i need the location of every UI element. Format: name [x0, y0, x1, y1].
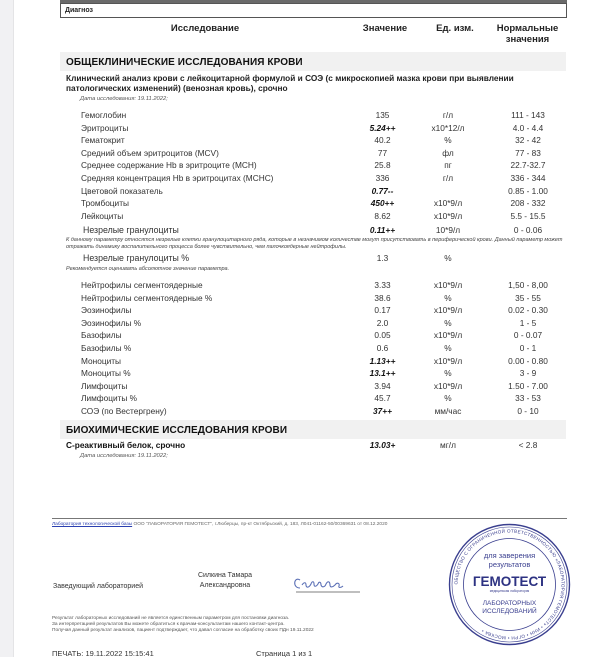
result-unit: 10*9/л: [435, 225, 461, 235]
result-norm: 0 - 0.07: [513, 330, 543, 341]
result-name: Эозинофилы %: [81, 317, 142, 328]
page-number: Страница 1 из 1: [256, 649, 313, 657]
result-name: Эритроциты: [81, 122, 129, 133]
result-unit: x10*9/л: [433, 380, 463, 391]
result-name: Гемоглобин: [81, 110, 127, 120]
result-unit: %: [444, 317, 452, 328]
result-value: 0.6: [376, 343, 389, 353]
section-title-cbc: ОБЩЕКЛИНИЧЕСКИЕ ИССЛЕДОВАНИЯ КРОВИ: [60, 52, 566, 71]
signature-icon: [290, 570, 370, 596]
result-name: Лимфоциты: [81, 380, 128, 391]
result-name: Среднее содержание Hb в эритроците (MCH): [81, 160, 257, 171]
result-value: 3.33: [374, 280, 391, 290]
result-row: [0, 330, 600, 342]
result-name: Моноциты: [81, 355, 121, 366]
result-unit: %: [444, 343, 452, 353]
result-name: Базофилы: [81, 330, 122, 341]
result-row: [0, 110, 600, 122]
result-row: [0, 280, 600, 292]
stamp-line1: для заверения: [483, 551, 536, 560]
result-value: 45.7: [374, 393, 391, 404]
result-unit: x10*9/л: [433, 305, 463, 316]
result-row: [0, 356, 600, 368]
signer-name-line2: Александровна: [199, 582, 251, 589]
result-norm: 111 - 143: [511, 110, 545, 120]
result-norm: 0 - 0.06: [513, 225, 543, 235]
footer-divider: [52, 518, 567, 519]
result-value: 13.1++: [369, 368, 396, 379]
result-value: 2.0: [376, 317, 389, 328]
result-name: С-реактивный белок, срочно: [66, 440, 186, 450]
result-row-immature-granulocytes-pct: [0, 253, 600, 265]
disclaimer-line2: За интерпретацией результатов Вы можете обратиться к врачам-консультантам нашего контакт-центра.: [52, 622, 285, 627]
result-unit: x10*9/л: [433, 198, 463, 209]
result-row: [0, 135, 600, 147]
stamp-line2: результатов: [488, 560, 531, 569]
result-norm: 33 - 53: [515, 393, 541, 404]
result-row-crp: [0, 440, 600, 452]
result-unit: мм/час: [434, 406, 462, 416]
result-unit: %: [444, 135, 452, 146]
result-value: 25.8: [374, 160, 391, 171]
result-name: СОЭ (по Вестергрену): [81, 406, 167, 416]
result-row: [0, 186, 600, 198]
result-name: Средняя концентрация Hb в эритроцитах (MCHC): [81, 173, 274, 183]
result-norm: 0 - 1: [519, 343, 537, 353]
column-header-norm: [490, 23, 565, 45]
result-value: 0.17: [374, 305, 391, 316]
result-value: 40.2: [374, 135, 391, 146]
result-unit: x10*9/л: [433, 330, 463, 341]
lab-info-text: ООО "ЛАБОРАТОРИЯ ГЕМОТЕСТ", г.Люберцы, пр-кт Октябрьский, д. 183, Л041-01162-50/00369631 от 08.12.2020: [132, 522, 388, 527]
result-row: [0, 123, 600, 135]
diagnosis-field: [60, 3, 567, 18]
result-row: [0, 173, 600, 185]
result-name: Незрелые гранулоциты: [83, 225, 179, 235]
result-value: 13.03+: [369, 440, 396, 450]
result-name: Средний объем эритроцитов (MCV): [81, 147, 219, 158]
result-norm: 0.02 - 0.30: [508, 305, 548, 316]
result-unit: %: [444, 368, 452, 379]
result-norm: < 2.8: [518, 440, 538, 450]
result-norm: 22.7-32.7: [510, 160, 546, 171]
result-value: 135: [375, 110, 390, 120]
diagnosis-label: Диагноз: [65, 7, 93, 14]
lab-info: [52, 522, 452, 528]
result-name: Незрелые гранулоциты %: [83, 253, 190, 263]
result-norm: 0.00 - 0.80: [508, 355, 548, 366]
result-value: 38.6: [374, 292, 391, 303]
result-name: Тромбоциты: [81, 198, 129, 209]
result-unit: г/л: [442, 173, 454, 183]
result-name: Цветовой показатель: [81, 185, 163, 196]
result-row: [0, 381, 600, 393]
result-row: [0, 305, 600, 317]
result-name: Моноциты %: [81, 368, 131, 379]
result-norm: 77 - 83: [515, 147, 541, 158]
result-unit: x10*9/л: [433, 355, 463, 366]
stamp-brand-sub: медицинская лаборатория: [489, 589, 530, 593]
result-norm: 5.5 - 15.5: [510, 210, 546, 221]
result-norm: 4.0 - 4.4: [512, 122, 544, 133]
result-value: 3.94: [374, 380, 391, 391]
result-unit: x10*9/л: [433, 210, 463, 221]
study-date-biochem: Дата исследования: 19.11.2022;: [80, 453, 168, 459]
lab-stamp-icon: [447, 522, 572, 647]
lab-link[interactable]: Лаборатория технологической базы: [52, 522, 133, 527]
result-row: [0, 211, 600, 223]
result-value: 77: [377, 147, 388, 158]
signer-name: [180, 571, 270, 591]
column-header-unit: Ед. изм.: [436, 23, 474, 34]
result-name: Нейтрофилы сегментоядерные: [81, 280, 203, 290]
result-unit: x10*12/л: [431, 122, 465, 133]
stamp-brand: ГЕМОТЕСТ: [472, 574, 547, 589]
result-norm: 208 - 332: [510, 198, 546, 209]
disclaimer: [52, 616, 432, 634]
result-unit: мг/л: [440, 440, 456, 450]
test-subtitle-cbc: Клинический анализ крови с лейкоцитарной формулой и СОЭ (с микроскопией мазка крови при выявлении патологических изменений) (венозная кровь), срочно: [66, 73, 514, 93]
immature-granulocytes-pct-note: Рекомендуется оценивать абсолютное значение параметра.: [66, 266, 230, 272]
print-timestamp: ПЕЧАТЬ: 19.11.2022 15:15:41: [52, 649, 154, 657]
result-value: 8.62: [374, 210, 391, 221]
result-row: [0, 343, 600, 355]
result-value: 1.3: [376, 253, 389, 263]
stamp-line4: ИССЛЕДОВАНИЙ: [482, 608, 537, 615]
result-value: 336: [375, 173, 390, 183]
disclaimer-line3: Получая данный результат анализов, пациент подтверждает, что давал согласие на обработку своих ПДн 19.11.2022: [52, 628, 314, 633]
result-row: [0, 160, 600, 172]
result-norm: 32 - 42: [515, 135, 541, 146]
result-row: [0, 393, 600, 405]
stamp-ring-text: ОБЩЕСТВО С ОГРАНИЧЕННОЙ ОТВЕТСТВЕННОСТЬЮ «ЛАБОРАТОРИЯ ГЕМОТЕСТ» • ИНН • ОГРН • МОСКВА •: [453, 528, 566, 641]
result-unit: пг: [444, 160, 452, 171]
result-norm: 0.85 - 1.00: [508, 185, 548, 196]
immature-granulocytes-note: К данному параметру относятся незрелые клетки гранулоцитарного ряда, которые в незначимом количестве могут присутствовать в периферической крови. Данный параметр может отражать динамику воспалительного процесса более чувствительно, чем палочкоядерные нейтрофилы.: [66, 237, 563, 250]
result-unit: г/л: [442, 110, 454, 120]
result-row: [0, 406, 600, 418]
result-value: 0.05: [374, 330, 391, 341]
signer-name-line1: Силкина Тамара: [197, 572, 253, 579]
section-title-biochem: БИОХИМИЧЕСКИЕ ИССЛЕДОВАНИЯ КРОВИ: [60, 420, 566, 439]
result-name: Лимфоциты %: [81, 393, 138, 404]
result-norm: 1,50 - 8,00: [508, 280, 548, 290]
result-unit: %: [444, 292, 452, 303]
column-header-study: Исследование: [170, 23, 240, 34]
result-unit: %: [444, 393, 452, 404]
result-unit: фл: [442, 147, 454, 158]
norm-header-line1: Нормальные: [496, 23, 559, 34]
result-name: Лейкоциты: [81, 210, 124, 221]
result-unit: %: [444, 253, 452, 263]
result-value: 0.11++: [369, 225, 396, 235]
study-date-cbc: Дата исследования: 19.11.2022;: [80, 96, 168, 102]
result-row: [0, 368, 600, 380]
result-norm: 1 - 5: [519, 317, 537, 328]
result-row-immature-granulocytes: [0, 225, 600, 237]
result-row: [0, 293, 600, 305]
result-value: 37++: [373, 406, 392, 416]
result-value: 450++: [370, 198, 395, 209]
result-value: 1.13++: [369, 355, 396, 366]
result-row: [0, 198, 600, 210]
result-name: Гематокрит: [81, 135, 125, 146]
result-norm: 336 - 344: [510, 173, 546, 183]
result-name: Эозинофилы: [81, 305, 132, 316]
result-norm: 3 - 9: [519, 368, 537, 379]
disclaimer-line1: Результат лабораторных исследований не является единственным параметром для постановки диагноза.: [52, 616, 290, 621]
result-name: Базофилы %: [81, 343, 132, 353]
result-norm: 35 - 55: [515, 292, 541, 303]
stamp-line3: ЛАБОРАТОРНЫХ: [482, 600, 537, 607]
result-row: [0, 148, 600, 160]
result-value: 5.24++: [369, 122, 396, 133]
result-unit: x10*9/л: [433, 280, 463, 290]
result-norm: 0 - 10: [517, 406, 539, 416]
column-header-value: Значение: [362, 23, 408, 34]
result-row: [0, 318, 600, 330]
result-value: 0.77--: [371, 185, 394, 196]
norm-header-line2: значения: [505, 34, 550, 45]
signer-role: Заведующий лабораторией: [53, 583, 143, 590]
result-norm: 1.50 - 7.00: [508, 380, 548, 391]
result-name: Нейтрофилы сегментоядерные %: [81, 292, 213, 303]
